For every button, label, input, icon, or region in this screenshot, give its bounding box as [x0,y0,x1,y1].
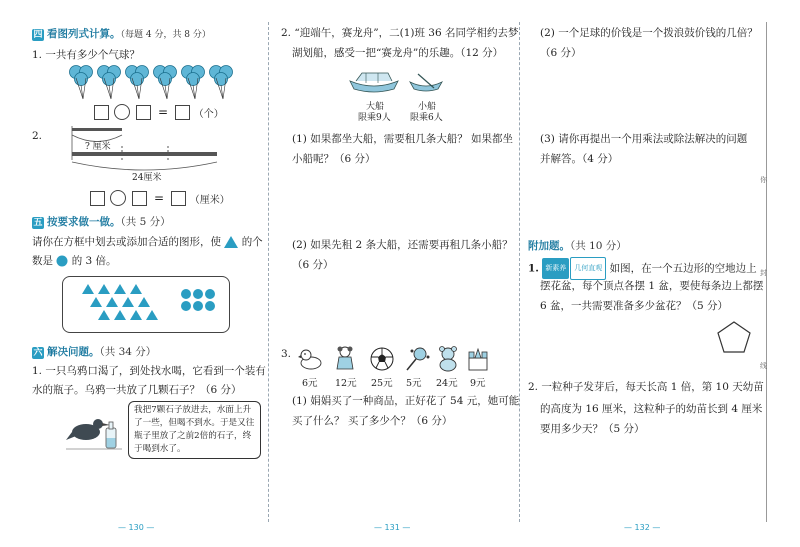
bar-top-label: ? 厘米 [85,142,111,152]
bonus-title: 附加题。 [528,240,570,252]
q5-line-1: 请你在方框中划去或添加合适的图形，使 的个 [32,236,263,248]
m-q3-sub1-a: (1) 娟娟买了一种商品，正好花了 54 元，她可能 [292,395,520,407]
q6-line-1: 1. 一只乌鸦口渴了，到处找水喝，它看到一个装有 [32,365,266,377]
cut-mark: 你 [760,176,767,184]
b2-line-2: 的高度为 16 厘米，这粒种子的幼苗长到 4 厘米 [540,403,763,415]
cut-mark: 封 [760,269,767,277]
pentagon-icon [716,320,752,354]
price-blocks: 9元 [470,378,486,389]
b1-line-3: 6 盆，一共需要准备多少盆花？（5 分） [540,300,729,312]
balloons-illustration [68,63,243,103]
answer-box[interactable] [132,191,147,206]
section-number: 五 [33,218,43,228]
answer-box[interactable] [175,105,190,120]
page-number: — 132 — [624,523,661,532]
answer-box[interactable] [136,105,151,120]
section-score: （共 5 分） [120,216,171,228]
triangles-group[interactable] [76,280,166,330]
geometry-tag: 几何直观 [570,257,606,280]
teddy-bear-icon [436,346,460,372]
small-boat-limit: 限乘6人 [410,113,443,123]
bonus-header [528,238,627,253]
q6-line-2: 水的瓶子。乌鸦一共放了几颗石子？（6 分） [32,384,242,396]
new-literacy-tag: 新素养 [542,258,569,279]
equation-2: = （厘米） [90,190,230,206]
big-boat-label: 大船 [366,102,385,112]
price-doll: 12元 [335,378,357,389]
m-q3-label: 3. [281,348,292,360]
price-rattle: 5元 [406,378,422,389]
castle-blocks-icon [466,346,490,372]
circles-group[interactable] [180,288,220,328]
doll-icon [334,345,356,371]
price-duck: 6元 [302,378,318,389]
question-1-label: 1. 一共有多少个气球？ [32,49,140,61]
section-score: （每题 4 分，共 8 分） [120,30,211,40]
small-boat-label: 小船 [418,102,437,112]
cut-mark: 线 [760,362,767,370]
answer-box[interactable] [171,191,186,206]
unit-label: （个） [193,108,224,120]
section-title: 看图列式计算。 [47,28,121,40]
column-divider-left [268,22,269,522]
r-sub3-b: 并解答。（4 分） [540,153,619,165]
section-title: 解决问题。 [47,346,100,358]
bar-bottom-label: 24厘米 [132,173,162,183]
soccer-ball-icon [370,347,394,371]
m-q2-sub1-b: 小船呢？（6 分） [292,153,376,165]
duck-icon [298,347,324,371]
section-score: （共 34 分） [99,346,157,358]
rattle-drum-icon [404,346,430,372]
speech-bubble: 我把7颗石子放进去，水面上升了一些，但喝不到水。于是又往瓶子里放了之前2倍的石子，终于喝到水了。 [128,401,261,459]
section-6-header [32,344,156,359]
section-number: 四 [33,30,43,40]
price-bear: 24元 [436,378,458,389]
page-number: — 130 — [118,523,155,532]
column-divider-right [519,22,520,522]
m-q2-sub2-a: (2) 如果先租 2 条大船，还需要再租几条小船？ [292,239,513,251]
small-boat-icon [408,70,444,94]
crow-bottle-illustration [66,410,122,452]
equation-1: = （个） [94,104,224,120]
b2-line-3: 要用多少天？（5 分） [540,423,645,435]
answer-box[interactable] [90,191,105,206]
big-boat-limit: 限乘9人 [358,113,391,123]
q5-line-2: 数是 的 3 倍。 [32,255,117,267]
big-boat-icon [348,67,400,95]
b1-line-1: 1. 新素养 几何直观 如图，在一个五边形的空地边上 [528,257,757,280]
answer-box[interactable] [94,105,109,120]
section-title: 按要求做一做。 [47,216,121,228]
r-sub3-a: (3) 请你再提出一个用乘法或除法解决的问题 [540,133,748,145]
r-sub2-a: (2) 一个足球的价钱是一个拨浪鼓价钱的几倍？ [540,27,758,39]
m-q2-line-1: 2. “迎端午，赛龙舟”，二(1)班 36 名同学相约去梦 [281,27,519,39]
operator-circle[interactable] [110,190,126,206]
bonus-score: （共 10 分） [570,240,627,252]
page-number: — 131 — [374,523,411,532]
r-sub2-b: （6 分） [540,47,582,59]
section-5-header [32,214,171,229]
b2-line-1: 2. 一粒种子发芽后，每天长高 1 倍，第 10 天幼苗 [528,381,764,393]
question-2-label: 2. [32,130,43,142]
section-number: 六 [33,348,43,358]
unit-label: （厘米） [189,194,230,206]
price-ball: 25元 [371,378,393,389]
operator-circle[interactable] [114,104,130,120]
section-4-header [32,26,211,41]
b1-line-2: 摆花盆，每个顶点各摆 1 盆，要使每条边上都摆 [540,280,764,292]
m-q3-sub1-b: 买了什么？ 买了多少个？（6 分） [292,415,453,427]
m-q2-sub2-b: （6 分） [292,259,334,271]
circle-icon [56,255,68,267]
m-q2-line-2: 湖划船，感受一把“赛龙舟”的乐趣。（12 分） [292,47,504,59]
m-q2-sub1-a: (1) 如果都坐大船，需要租几条大船？ 如果都坐 [292,133,514,145]
triangle-icon [224,236,238,248]
